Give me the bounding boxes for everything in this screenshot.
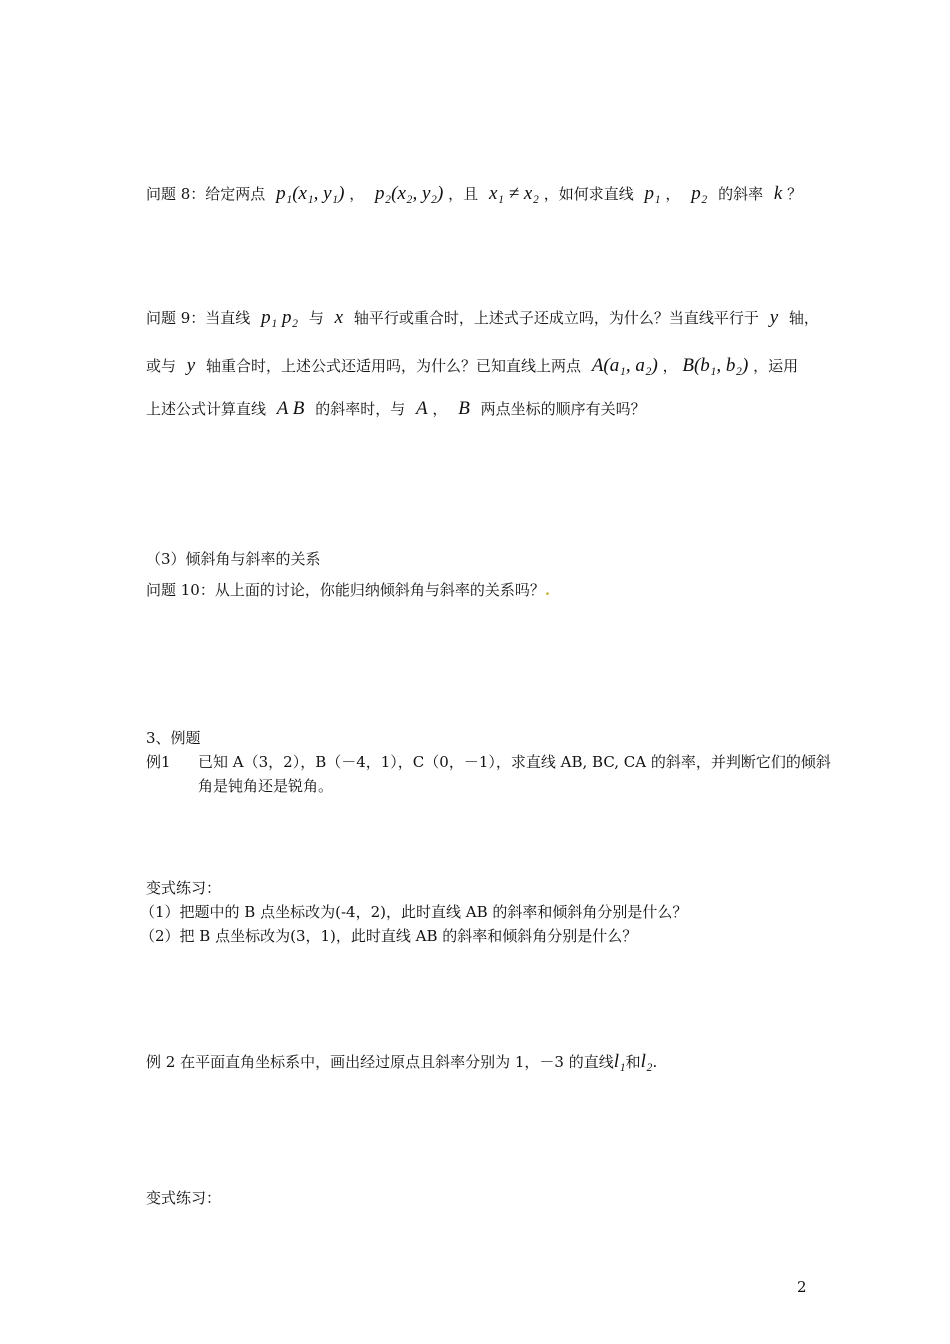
- q9-y-2: y: [186, 355, 196, 376]
- q9-line3-prefix: 上述公式计算直线: [146, 400, 267, 418]
- point-b: B(b₁, b₂): [682, 355, 749, 376]
- example-1-line-2: 角是钝角还是锐角。: [198, 777, 334, 795]
- q9-b: B: [458, 398, 470, 419]
- point-p2: p₂(x₂, y₂): [375, 183, 444, 204]
- q9-comma: ，: [432, 400, 448, 418]
- question-9-line-2: [146, 355, 798, 377]
- variation-2-heading: 变式练习：: [146, 1189, 222, 1207]
- section-3-heading: （3）倾斜角与斜率的关系: [146, 550, 321, 568]
- ex2-text: 例 2 在平面直角坐标系中，画出经过原点且斜率分别为 1，－3 的直线: [146, 1053, 614, 1071]
- q9-line1-end: 轴，: [788, 309, 819, 327]
- example-1-label: 例1: [146, 753, 171, 771]
- variation-1-item-1: （1）把题中的 B 点坐标改为(-4，2)，此时直线 AB 的斜率和倾斜角分别是什么？: [140, 903, 688, 921]
- question-9-line-3: [146, 398, 646, 420]
- q10-dot: .: [544, 581, 551, 599]
- ex2-and: 和: [625, 1053, 641, 1071]
- q8-prefix: 问题 8：给定两点: [146, 185, 266, 203]
- question-8: [146, 183, 802, 205]
- question-9-line-1: [146, 307, 819, 329]
- q9-y: y: [769, 307, 779, 328]
- variation-1-heading: 变式练习：: [146, 879, 222, 897]
- page-number: 2: [797, 1278, 807, 1296]
- line-l1: l₁: [613, 1051, 626, 1072]
- condition-x1-ne-x2: x₁ ≠ x₂: [488, 183, 539, 204]
- slope-k: k: [773, 183, 783, 204]
- line-l2: l₂: [640, 1051, 653, 1072]
- variation-1-item-2: （2）把 B 点坐标改为(3，1)，此时直线 AB 的斜率和倾斜角分别是什么？: [140, 927, 638, 945]
- q9-sep: ，: [662, 357, 678, 375]
- line-ab: A B: [276, 398, 305, 419]
- examples-heading: 3、例题: [146, 729, 201, 747]
- q9-mid: 与: [308, 309, 324, 327]
- q8-mid: ，如何求直线: [543, 185, 634, 203]
- q9-line3-mid: 的斜率时，与: [315, 400, 406, 418]
- q9-p1: p₁: [261, 307, 278, 328]
- q9-p2: p₂: [281, 307, 299, 328]
- q9-line2-end: ，运用: [753, 357, 799, 375]
- q9-line2-mid: 轴重合时，上述公式还适用吗，为什么？已知直线上两点: [206, 357, 582, 375]
- q8-sep1: ，: [349, 185, 365, 203]
- example-2: [146, 1051, 657, 1073]
- line-p2: p₂: [691, 183, 708, 204]
- q9-line3-end: 两点坐标的顺序有关吗？: [480, 400, 646, 418]
- q8-sep2: ，且: [448, 185, 479, 203]
- q8-end: ？: [787, 185, 803, 203]
- example-1-line-1: 已知 A（3，2），B（－4，1），C（0，－1），求直线 AB, BC, CA 的斜率，并判断它们的倾斜: [198, 753, 831, 771]
- q9-prefix: 问题 9：当直线: [146, 309, 251, 327]
- q9-a: A: [416, 398, 428, 419]
- q9-line2-prefix: 或与: [146, 357, 177, 375]
- q8-sep3: ，: [665, 185, 681, 203]
- q10-text: 问题 10：从上面的讨论，你能归纳倾斜角与斜率的关系吗？: [146, 581, 545, 599]
- point-p1: p₁(x₁, y₁): [276, 183, 345, 204]
- ex2-end: .: [652, 1053, 658, 1071]
- line-p1: p₁: [644, 183, 661, 204]
- question-10: [146, 579, 550, 601]
- point-a: A(a₁, a₂): [591, 355, 658, 376]
- q8-tail: 的斜率: [718, 185, 764, 203]
- q9-x: x: [334, 307, 344, 328]
- q9-line1-rest: 轴平行或重合时，上述式子还成立吗，为什么？当直线平行于: [353, 309, 759, 327]
